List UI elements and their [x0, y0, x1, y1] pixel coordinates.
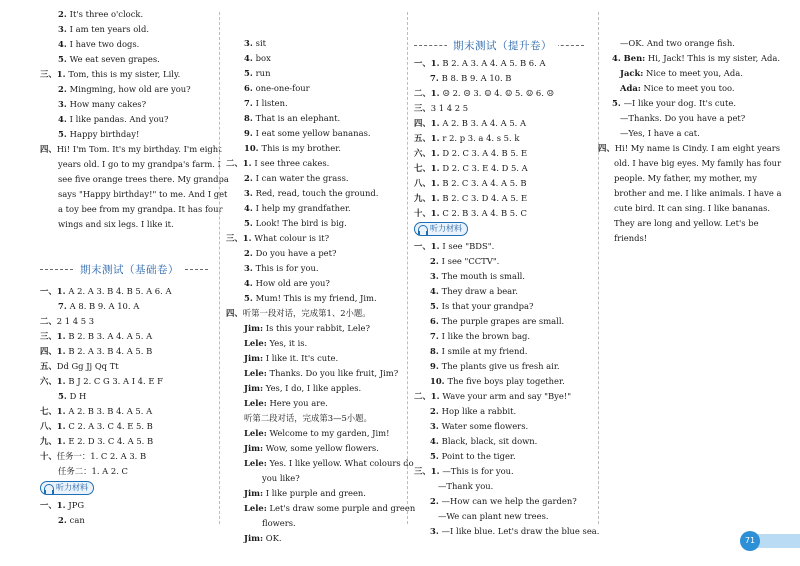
badge-label: 听力材料: [56, 483, 88, 492]
answer-line: 五、Dd Gg Jj Qq Tt: [40, 361, 119, 371]
column-divider: [598, 12, 599, 524]
answer-line: 二、1. Wave your arm and say "Bye!": [414, 391, 572, 401]
answer-line: 7. I like the brown bag.: [430, 331, 531, 341]
dialogue-line: Lele: Here you are.: [244, 398, 328, 408]
answer-line: 一、1. JPG: [40, 500, 85, 510]
answer-line: 3. —I like blue. Let's draw the blue sea.: [430, 526, 600, 536]
dialogue-line: flowers.: [262, 518, 296, 528]
answer-line: 四、1. B 2. A 3. B 4. A 5. B: [40, 346, 153, 356]
answer-line: 2. I see "CCTV".: [430, 256, 500, 266]
instruction-line: 听第二段对话，完成第3—5小题。: [244, 413, 372, 423]
passage-line: brother and me. I like animals. I have a: [614, 188, 782, 198]
answer-line: 三、1. Tom, this is my sister, Lily.: [40, 69, 181, 79]
answer-line: 3. This is for you.: [244, 263, 319, 273]
passage-line: friends!: [614, 233, 648, 243]
answer-line: 一、1. B 2. A 3. A 4. A 5. B 6. A: [414, 58, 546, 68]
passage-line: cute bird. It can sing. I like bananas.: [614, 203, 771, 213]
dialogue-line: 5. —I like your dog. It's cute.: [612, 98, 736, 108]
answer-line: 2. —How can we help the garden?: [430, 496, 577, 506]
answer-line: 八、1. B 2. C 3. A 4. A 5. B: [414, 178, 527, 188]
answer-line: 6. The purple grapes are small.: [430, 316, 565, 326]
answer-line: 三、1. —This is for you.: [414, 466, 514, 476]
passage-line: wings and six legs. I like it.: [58, 219, 174, 229]
answer-line: 5. Happy birthday!: [58, 129, 140, 139]
answer-line: 2. can: [58, 515, 85, 525]
answer-line: 10. This is my brother.: [244, 143, 341, 153]
page-number: 71: [740, 531, 760, 551]
answer-line: 4. They draw a bear.: [430, 286, 518, 296]
dialogue-line: Ada: Nice to meet you too.: [620, 83, 735, 93]
answer-line: 二、1. I see three cakes.: [226, 158, 330, 168]
dialogue-line: —Yes, I have a cat.: [620, 128, 700, 138]
answer-line: 十、1. C 2. B 3. A 4. B 5. C: [414, 208, 527, 218]
answer-line: 5. Point to the tiger.: [430, 451, 516, 461]
answer-line: 三、1. B 2. B 3. A 4. A 5. A: [40, 331, 153, 341]
answer-line: 5. Mum! This is my friend, Jim.: [244, 293, 377, 303]
dialogue-line: —Thanks. Do you have a pet?: [620, 113, 746, 123]
answer-line: 4. Black, black, sit down.: [430, 436, 538, 446]
answer-line: 二、2 1 4 5 3: [40, 316, 95, 326]
answer-line: 4. How old are you?: [244, 278, 330, 288]
listening-badge: [40, 481, 94, 495]
answer-line: 9. I eat some yellow bananas.: [244, 128, 371, 138]
badge-label: 听力材料: [430, 224, 462, 233]
answer-line: —Thank you.: [438, 481, 494, 491]
answer-line: 8. That is an elephant.: [244, 113, 341, 123]
answer-line: 六、1. D 2. C 3. A 4. B 5. E: [414, 148, 528, 158]
dialogue-line: Lele: Yes, it is.: [244, 338, 308, 348]
answer-line: 4. box: [244, 53, 271, 63]
passage-line: see five orange trees there. My grandpa: [58, 174, 229, 184]
answer-line: 4. I help my grandfather.: [244, 203, 351, 213]
dialogue-line: Lele: Welcome to my garden, Jim!: [244, 428, 390, 438]
column-divider: [219, 12, 220, 524]
answer-line: 七、1. D 2. C 3. E 4. D 5. A: [414, 163, 528, 173]
dialogue-line: Jim: Yes, I do, I like apples.: [244, 383, 362, 393]
instruction-line: 四、听第一段对话，完成第1、2小题。: [226, 308, 371, 318]
answer-line: 3. Red, read, touch the ground.: [244, 188, 379, 198]
answer-line: 二、1. ☹ 2. ☹ 3. ☺ 4. ☺ 5. ☺ 6. ☹: [414, 88, 555, 98]
answer-line: 九、1. B 2. C 3. D 4. A 5. E: [414, 193, 528, 203]
answer-line: 10. The five boys play together.: [430, 376, 565, 386]
answer-line: 一、1. A 2. A 3. B 4. B 5. A 6. A: [40, 286, 172, 296]
answer-line: 五、1. r 2. p 3. a 4. s 5. k: [414, 133, 520, 143]
answer-line: 7. B 8. B 9. A 10. B: [430, 73, 512, 83]
dialogue-line: Lele: Let's draw some purple and green: [244, 503, 416, 513]
passage-line: years old. I go to my grandpa's farm. I: [58, 159, 221, 169]
answer-line: 2. Mingming, how old are you?: [58, 84, 191, 94]
dialogue-line: Jack: Nice to meet you, Ada.: [620, 68, 743, 78]
answer-line: 七、1. A 2. B 3. B 4. A 5. A: [40, 406, 153, 416]
dialogue-line: Jim: Wow, some yellow flowers.: [244, 443, 379, 453]
passage-line: says "Happy birthday!" to me. And I get: [58, 189, 228, 199]
answer-line: 2. Hop like a rabbit.: [430, 406, 517, 416]
headphones-icon: [418, 225, 428, 232]
answer-line: 3. The mouth is small.: [430, 271, 525, 281]
dialogue-line: Jim: I like it. It's cute.: [244, 353, 339, 363]
answer-line: 9. The plants give us fresh air.: [430, 361, 560, 371]
answer-line: 八、1. C 2. A 3. C 4. E 5. B: [40, 421, 153, 431]
answer-line: 5. D H: [58, 391, 87, 401]
passage-line: people. My father, my mother, my: [614, 173, 757, 183]
answer-line: 2. I can water the grass.: [244, 173, 349, 183]
section-heading: 期末测试（提升卷）: [447, 38, 558, 53]
answer-line: 3. How many cakes?: [58, 99, 147, 109]
answer-line: 三、1. What colour is it?: [226, 233, 330, 243]
section-heading: 期末测试（基础卷）: [74, 262, 185, 277]
answer-line: 2. Do you have a pet?: [244, 248, 337, 258]
dialogue-line: Lele: Yes. I like yellow. What colours do: [244, 458, 414, 468]
passage-line: They are long and yellow. Let's be: [614, 218, 759, 228]
passage-line: 四、Hi! I'm Tom. It's my birthday. I'm eight: [40, 144, 222, 154]
answer-line: 三、3 1 4 2 5: [414, 103, 469, 113]
dialogue-line: Jim: OK.: [244, 533, 282, 543]
answer-line: 六、1. B J 2. C G 3. A I 4. E F: [40, 376, 163, 386]
answer-line: 3. sit: [244, 38, 267, 48]
answer-line: 2. It's three o'clock.: [58, 9, 144, 19]
column-divider: [407, 12, 408, 524]
answer-line: 6. one-one-four: [244, 83, 310, 93]
answer-line: 5. Is that your grandpa?: [430, 301, 534, 311]
answer-line: 4. I have two dogs.: [58, 39, 140, 49]
dialogue-line: 4. Ben: Hi, Jack! This is my sister, Ada.: [612, 53, 781, 63]
answer-line: 5. We eat seven grapes.: [58, 54, 160, 64]
answer-line: 3. I am ten years old.: [58, 24, 150, 34]
answer-line: 5. Look! The bird is big.: [244, 218, 347, 228]
dialogue-line: Jim: I like purple and green.: [244, 488, 366, 498]
passage-line: old. I have big eyes. My family has four: [614, 158, 782, 168]
listening-badge: [414, 222, 468, 236]
headphones-icon: [44, 484, 54, 491]
dialogue-line: Lele: Thanks. Do you like fruit, Jim?: [244, 368, 399, 378]
dialogue-line: you like?: [262, 473, 300, 483]
dialogue-line: Jim: Is this your rabbit, Lele?: [244, 323, 371, 333]
passage-line: 四、Hi! My name is Cindy. I am eight years: [598, 143, 781, 153]
answer-line: 7. A 8. B 9. A 10. A: [58, 301, 140, 311]
answer-line: 一、1. I see "BDS".: [414, 241, 495, 251]
answer-line: 7. I listen.: [244, 98, 288, 108]
answer-line: 四、1. A 2. B 3. A 4. A 5. A: [414, 118, 527, 128]
answer-line: 十、任务一：1. C 2. A 3. B: [40, 451, 147, 461]
answer-line: —We can plant new trees.: [438, 511, 549, 521]
answer-line: 4. I like pandas. And you?: [58, 114, 169, 124]
answer-line: 九、1. E 2. D 3. C 4. A 5. B: [40, 436, 154, 446]
answer-line: 任务二：1. A 2. C: [58, 466, 128, 476]
passage-line: a toy bee from my grandpa. It has four: [58, 204, 223, 214]
answer-line: 3. Water some flowers.: [430, 421, 529, 431]
answer-line: —OK. And two orange fish.: [620, 38, 735, 48]
answer-line: 5. run: [244, 68, 271, 78]
answer-line: 8. I smile at my friend.: [430, 346, 528, 356]
